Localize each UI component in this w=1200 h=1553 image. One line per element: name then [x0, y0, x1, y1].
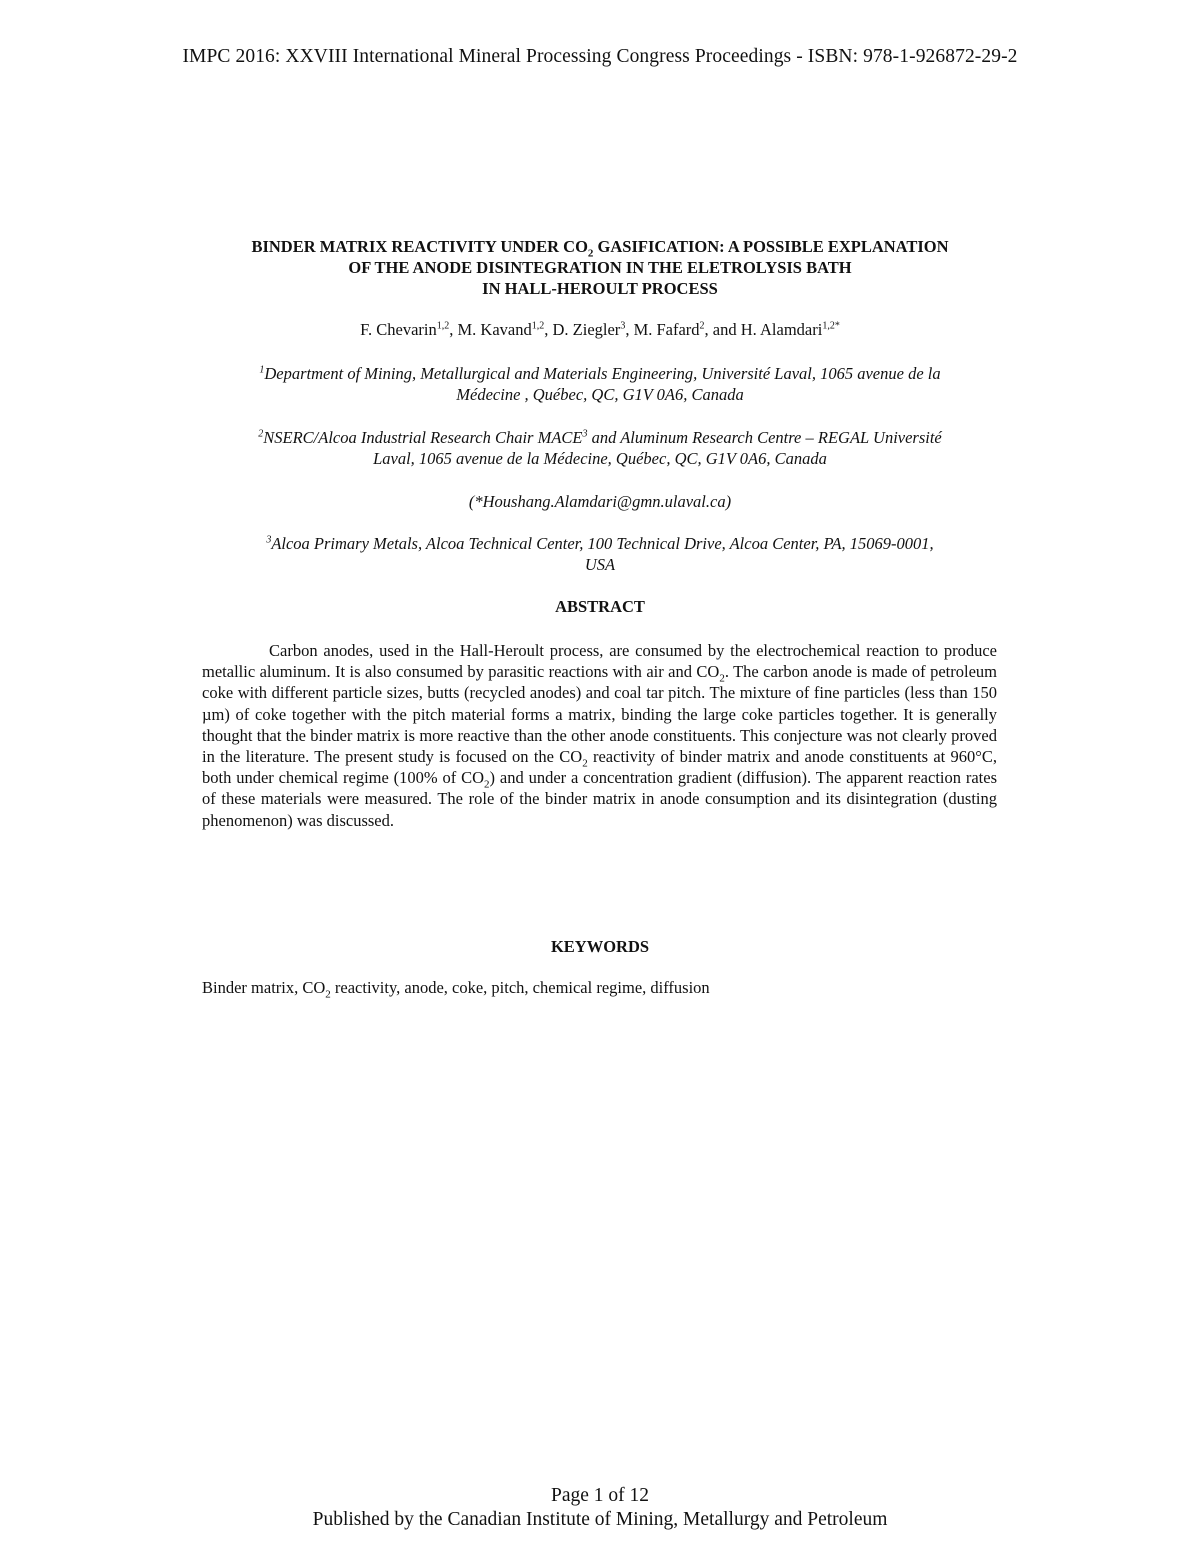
- keywords-text: reactivity, anode, coke, pitch, chemical regime, diffusion: [330, 978, 710, 997]
- affiliation-3: [190, 533, 1010, 575]
- affiliation-2-line-1: [190, 427, 1010, 448]
- affil-text: Alcoa Primary Metals, Alcoa Technical Center, 100 Technical Drive, Alcoa Center, PA, 15069-0001,: [271, 534, 934, 553]
- author-affil-mark: 2: [699, 320, 705, 332]
- title-line-1: [180, 236, 1020, 260]
- affiliation-1-line-2: Médecine , Québec, QC, G1V 0A6, Canada: [456, 385, 744, 404]
- abstract-text: Carbon anodes, used in the Hall-Heroult process, are consumed by the electrochemical reaction to produce metallic aluminum. It is also consumed by parasitic reactions with air and CO: [202, 641, 997, 682]
- affil-text: Department of Mining, Metallurgical and Materials Engineering, Université Laval, 1065 avenue de la: [264, 364, 941, 383]
- author-name: D. Ziegler: [552, 320, 621, 339]
- abstract-subscript: 2: [484, 778, 490, 791]
- keywords-list: [202, 978, 997, 1001]
- author-separator: ,: [449, 320, 458, 339]
- abstract-subscript: 2: [719, 672, 725, 685]
- keywords-text: Binder matrix, CO: [202, 978, 326, 997]
- title-line-2: OF THE ANODE DISINTEGRATION IN THE ELETROLYSIS BATH: [348, 258, 852, 277]
- author-affil-mark: 1,2*: [822, 320, 840, 332]
- paper-title: [180, 236, 1020, 299]
- author-name: H. Alamdari: [740, 320, 823, 339]
- affiliation-3-line-2: USA: [584, 555, 616, 574]
- keywords-subscript: 2: [325, 988, 331, 1001]
- author-name: M. Fafard: [633, 320, 700, 339]
- affil-text: and Aluminum Research Centre – REGAL Université: [587, 428, 942, 447]
- title-line-1-text: BINDER MATRIX REACTIVITY UNDER CO: [251, 237, 588, 256]
- author-affil-mark: 1,2: [531, 320, 545, 332]
- affil-mark: 2: [258, 428, 264, 440]
- page-number: Page 1 of 12: [550, 1485, 650, 1506]
- affiliation-1-line-1: [190, 363, 1010, 384]
- affiliation-3-line-1: [190, 533, 1010, 554]
- author-name: M. Kavand: [457, 320, 532, 339]
- abstract-text: reactivity of binder matrix and anode constituents at 960°C, both under chemical regime (100% of CO: [202, 747, 997, 788]
- affiliation-2-line-2: Laval, 1065 avenue de la Médecine, Québec, QC, G1V 0A6, Canada: [373, 449, 827, 468]
- title-line-3: IN HALL-HEROULT PROCESS: [482, 279, 718, 298]
- running-header: IMPC 2016: XXVIII International Mineral Processing Congress Proceedings - ISBN: 978-1-926872-29-2: [182, 46, 1018, 67]
- author-affil-mark: 3: [620, 320, 626, 332]
- abstract-heading: ABSTRACT: [555, 597, 645, 616]
- affil-mark: 3: [266, 534, 272, 546]
- abstract-paragraph: [202, 640, 997, 831]
- affiliation-1: [190, 363, 1010, 405]
- corresponding-email: [190, 491, 1010, 512]
- affil-text: NSERC/Alcoa Industrial Research Chair MACE: [263, 428, 583, 447]
- affiliation-2: [190, 427, 1010, 469]
- email-text: (*Houshang.Alamdari@gmn.ulaval.ca): [468, 492, 732, 511]
- title-subscript: 2: [587, 247, 594, 260]
- author-affil-mark: 1,2: [436, 320, 450, 332]
- abstract-text: . The carbon anode is made of petroleum coke with different particle sizes, butts (recycled anodes) and coal tar pitch. The mixture of fine particles (less than 150 µm) of coke together with the pitch material forms a matrix, binding the large coke particles together. It is generally thought that the binder matrix is more reactive than the other anode constituents. This conjecture was not clearly proved in the literature. The present study is focused on the CO: [202, 662, 997, 767]
- keywords-heading: KEYWORDS: [550, 937, 650, 956]
- abstract-subscript: 2: [582, 757, 588, 770]
- abstract-text: ) and under a concentration gradient (diffusion). The apparent reaction rates of these materials were measured. The role of the binder matrix in anode consumption and its disintegration (dusting phenomenon) was discussed.: [202, 768, 997, 830]
- author-list: [180, 320, 1020, 340]
- author-name: F. Chevarin: [360, 320, 437, 339]
- title-line-1-end: GASIFICATION: A POSSIBLE EXPLANATION: [593, 237, 949, 256]
- affil-mark: 3: [582, 428, 588, 440]
- author-separator: ,: [544, 320, 553, 339]
- publisher-footer: Published by the Canadian Institute of Mining, Metallurgy and Petroleum: [312, 1509, 888, 1530]
- affil-mark: 1: [259, 364, 265, 376]
- author-separator: , and: [704, 320, 741, 339]
- author-separator: ,: [625, 320, 634, 339]
